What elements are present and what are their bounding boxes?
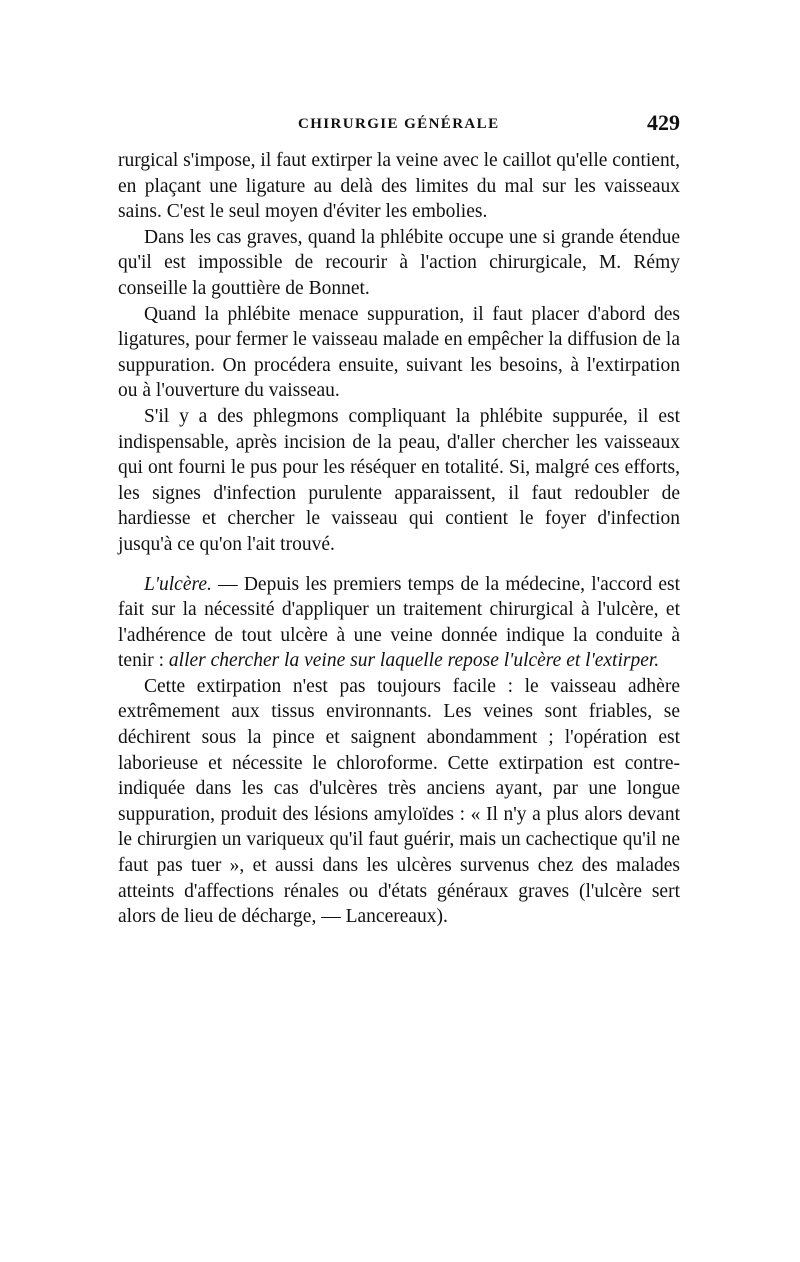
section-intro-text: — Depuis les premiers temps de la médecine, l'accord est fait sur la nécessité d'appliquer un traitement chirurgical à l'ulcère, et l'adhérence de tout ulcère à une veine donnée indique la conduite à tenir : — [118, 573, 680, 672]
paragraph-phlegmons: S'il y a des phlegmons compliquant la phlébite suppurée, il est indispensable, après incision de la peau, d'aller chercher les vaisseaux qui ont fourni le pus pour les réséquer en totalité. Si, malgré ces efforts, les signes d'infection purulente apparaissent, il faut redoubler de hardiesse et chercher le vaisseau qui contient le foyer d'infection jusqu'à ce qu'on l'ait trouvé. — [118, 405, 680, 555]
paragraph-suppuration: Quand la phlébite menace suppuration, il faut placer d'abord des ligatures, pour fermer le vaisseau malade en empêcher la diffusion de la suppuration. On procédera ensuite, suivant les besoins, à l'extirpation ou à l'ouverture du vaisseau. — [118, 303, 680, 402]
section-title: L'ulcère. — [144, 573, 212, 595]
paragraph-continuation: rurgical s'impose, il faut extirper la veine avec le caillot qu'elle contient, en plaçant une ligature au delà des limites du mal sur les vaisseaux sains. C'est le seul moyen d'éviter les embolies. — [118, 150, 680, 223]
page-header — [118, 112, 680, 148]
running-title: CHIRURGIE GÉNÉRALE — [298, 116, 500, 132]
section-gap — [118, 558, 680, 572]
paragraph-extirpation: Cette extirpation n'est pas toujours facile : le vaisseau adhère extrêmement aux tissus environnants. Les veines sont friables, se déchirent sous la pince et saignent abondamment ; l'opération est laborieuse et nécessite le chloroforme. Cette extirpation est contre-indiquée dans les cas d'ulcères très anciens ayant, par une longue suppuration, produit des lésions amyloïdes : « Il n'y a plus alors devant le chirurgien un variqueux qu'il faut guérir, mais un cachectique qu'il ne faut pas tuer », et aussi dans les ulcères survenus chez des malades atteints d'affections rénales ou d'états généraux graves (l'ulcère sert alors de lieu de décharge, — Lancereaux). — [118, 675, 680, 928]
paragraph-gouttiere: Dans les cas graves, quand la phlébite occupe une si grande étendue qu'il est impossible de recourir à l'action chirurgicale, M. Rémy conseille la gouttière de Bonnet. — [118, 226, 680, 299]
book-page — [118, 112, 680, 930]
page-number: 429 — [647, 110, 680, 135]
section-emphasis: aller chercher la veine sur laquelle repose l'ulcère et l'extirper. — [168, 650, 660, 672]
ulcere-section-intro — [118, 572, 680, 674]
